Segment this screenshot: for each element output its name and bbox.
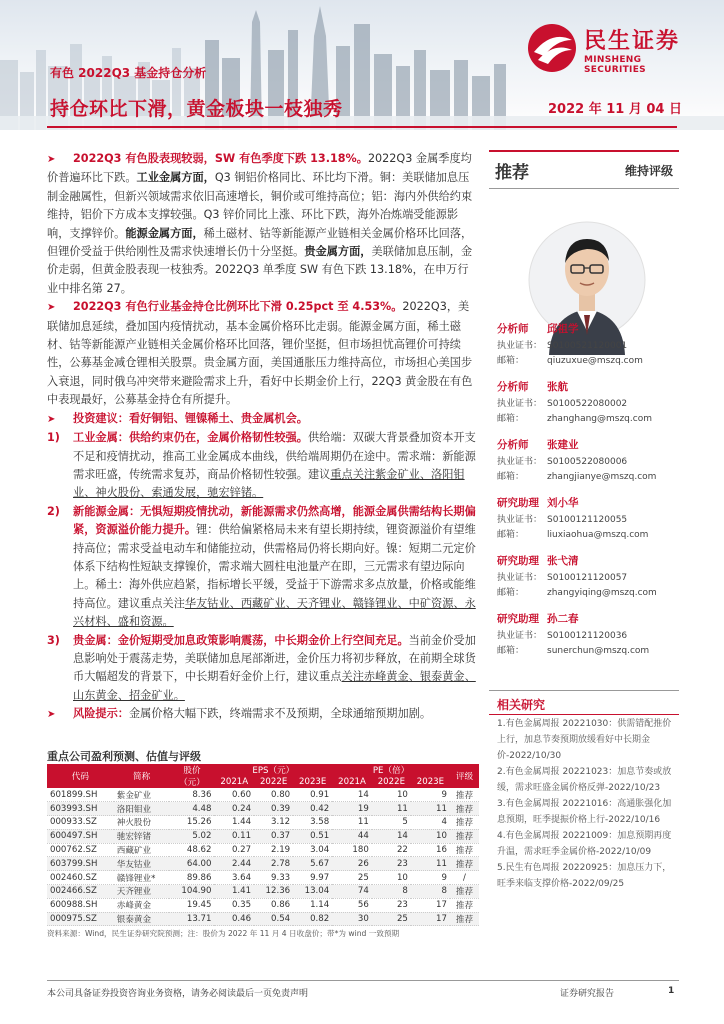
table-cell: 11 (372, 802, 411, 816)
table-cell: 推荐 (450, 898, 479, 912)
related-divider (489, 690, 679, 691)
paragraph-summary: ➤ 2022Q3 有色股表现较弱，SW 有色季度下跌 13.18%。2022Q3 金属季度均价普遍环比下跌。工业金属方面，Q3 铜铝价格同比、环比均下滑。铜：美联储加息压制金融属性，但新兴领域需求依旧高速增长，铜价或可维持高位；铝：海内外供给约束维持，铝价下方成本支撑较强。Q3 锌价同比上涨、环比下跌，海外冶炼端受能源影响，支撑锌价。能源金属方面，稀土磁材、钴等新能源产业链相关金属价格环比回落，但锂价受益于供给刚性及需求快速增长仍十分坚挺。贵金属方面，美联储加息压制，金价走弱，但黄金股表现一枝独秀。2022Q3 单季度 SW 有色下跌 13.18%，在申万行业中排名第 27。 (47, 152, 473, 295)
footer-report-type: 证券研究报告 (560, 989, 615, 999)
table-cell: 25 (332, 871, 372, 885)
table-cell: 推荐 (450, 829, 479, 843)
table-cell: 56 (332, 898, 372, 912)
header-divider (47, 126, 677, 128)
table-cell: 赤峰黄金 (114, 898, 170, 912)
table-cell: 22 (372, 843, 411, 857)
table-cell: 0.35 (214, 898, 254, 912)
table-row (47, 898, 479, 912)
table-cell: 推荐 (450, 843, 479, 857)
paragraph-advice: ➤ 投资建议：看好铜铝、锂镍稀土、贵金属机会。 (47, 410, 479, 429)
table-cell: 15.26 (169, 816, 214, 830)
table-title: 重点公司盈利预测、估值与评级 (47, 750, 201, 763)
table-cell: 2.78 (254, 857, 293, 871)
table-cell: 13.04 (293, 885, 332, 899)
table-row (47, 802, 479, 816)
table-cell: 推荐 (450, 816, 479, 830)
col-year: 2021A (332, 776, 372, 788)
table-cell: 5.02 (169, 829, 214, 843)
table-cell: 8 (372, 885, 411, 899)
footer-divider (47, 980, 679, 981)
analyst-card: 研究助理 孙二春 执业证书： S0100121120036 邮箱： sunerchun@mszq.com (497, 613, 650, 656)
analyst-card: 分析师 邱祖学 执业证书： S0100521120001 邮箱： qiuzuxue@mszq.com (497, 323, 643, 366)
table-cell: 天齐锂业 (114, 885, 170, 899)
table-cell: 3.12 (254, 816, 293, 830)
col-name: 简称 (114, 764, 170, 788)
table-cell: 600497.SH (47, 829, 114, 843)
table-cell: 1.44 (214, 816, 254, 830)
header-banner (0, 0, 724, 130)
table-cell: 3.64 (214, 871, 254, 885)
rating-value: 维持评级 (625, 164, 674, 178)
table-cell: 推荐 (450, 802, 479, 816)
table-row (47, 857, 479, 871)
related-report-link[interactable]: 2.有色金属周报 20221023：加息节奏或放缓，需求旺盛金属价格反弹-2022/10/23 (497, 767, 672, 793)
table-cell: 14 (372, 829, 411, 843)
related-report-link[interactable]: 5.民生有色周报 20220925：加息压力下，旺季来临支撑价格-2022/09/25 (497, 863, 672, 889)
table-cell: 17 (411, 912, 450, 926)
table-cell: 推荐 (450, 788, 479, 802)
table-cell: 推荐 (450, 857, 479, 871)
analyst-card: 研究助理 刘小华 执业证书： S0100121120055 邮箱： liuxiaohua@mszq.com (497, 497, 649, 540)
col-rating: 评级 (450, 764, 479, 788)
related-research-list (497, 716, 677, 892)
rating-divider (489, 188, 679, 189)
table-cell: 驰宏锌锗 (114, 829, 170, 843)
table-cell: 0.46 (214, 912, 254, 926)
rating-box (489, 150, 679, 186)
paragraph-fund-holdings: ➤ 2022Q3 有色行业基金持仓比例环比下滑 0.25pct 至 4.53%。2022Q3，美联储加息延续，叠加国内疫情扰动，基本金属价格环比走弱。能源金属方面，稀土磁材、钴等新能源产业链相关金属价格环比回落，锂价坚挺，但市场担忧高锂价可持续性，公募基金减仓锂相关股票。贵金属方面，美国通胀压力维持高位，市场担心美国步入衰退，同时俄乌冲突带来避险需求上升，看好中长期金价上行，22Q3 黄金股在有色中表现最好，公募基金持仓有所提升。 (47, 300, 473, 407)
table-cell: 2.19 (254, 843, 293, 857)
table-cell: 16 (411, 843, 450, 857)
table-cell: 13.71 (169, 912, 214, 926)
table-cell: 0.37 (254, 829, 293, 843)
forecast-table (47, 764, 479, 926)
logo-text-en: MINSHENG SECURITIES (584, 55, 646, 75)
analyst-email[interactable]: zhangyiqing@mszq.com (547, 588, 657, 598)
analyst-card: 研究助理 张弋清 执业证书： S0100121120057 邮箱： zhangyiqing@mszq.com (497, 555, 657, 598)
table-row (47, 816, 479, 830)
triangle-bullet-icon: ➤ (47, 413, 56, 425)
main-body (47, 150, 479, 725)
col-year: 2022E (254, 776, 293, 788)
table-cell: 74 (332, 885, 372, 899)
table-cell: 11 (411, 802, 450, 816)
table-cell: 华友钴业 (114, 857, 170, 871)
related-research-title: 相关研究 (497, 698, 546, 712)
report-subtitle: 有色 2022Q3 基金持仓分析 (50, 66, 207, 80)
table-cell: 19.45 (169, 898, 214, 912)
table-cell: 西藏矿业 (114, 843, 170, 857)
table-cell: 11 (332, 816, 372, 830)
table-cell: 神火股份 (114, 816, 170, 830)
table-cell: 12.36 (254, 885, 293, 899)
col-pe: PE（倍） (332, 764, 450, 776)
table-cell: 0.24 (214, 802, 254, 816)
table-cell: 5 (372, 816, 411, 830)
table-cell: 603993.SH (47, 802, 114, 816)
col-price: 股价 (169, 764, 214, 776)
table-cell: 5.67 (293, 857, 332, 871)
table-cell: 0.54 (254, 912, 293, 926)
related-divider-accent (489, 714, 679, 715)
table-cell: 8.36 (169, 788, 214, 802)
table-cell: 000762.SZ (47, 843, 114, 857)
table-cell: 19 (332, 802, 372, 816)
analyst-email[interactable]: sunerchun@mszq.com (547, 646, 650, 656)
table-cell: 4 (411, 816, 450, 830)
table-cell: 9 (411, 788, 450, 802)
related-report-link[interactable]: 1.有色金属周报 20221030：供需错配推价上行，加息节奏预期放缓看好中长期金价-2022/10/30 (497, 719, 672, 761)
table-cell: 0.39 (254, 802, 293, 816)
triangle-bullet-icon: ➤ (47, 709, 56, 721)
related-report-link[interactable]: 4.有色金属周报 20221009：加息预期再度升温，需求旺季金属价格-2022/10/09 (497, 831, 672, 857)
table-cell: 0.11 (214, 829, 254, 843)
col-eps: EPS（元） (214, 764, 332, 776)
related-report-link[interactable]: 3.有色金属周报 20221016：高通胀强化加息预期，旺季提振价格上行-2022/10/16 (497, 799, 672, 825)
col-code: 代码 (47, 764, 114, 788)
table-cell: 0.51 (293, 829, 332, 843)
table-cell: 0.80 (254, 788, 293, 802)
minsheng-logo (524, 22, 704, 74)
table-cell: 银泰黄金 (114, 912, 170, 926)
table-cell: 002460.SZ (47, 871, 114, 885)
col-year: 2023E (293, 776, 332, 788)
table-row (47, 885, 479, 899)
table-cell: 104.90 (169, 885, 214, 899)
table-row (47, 843, 479, 857)
table-row (47, 788, 479, 802)
table-cell: 推荐 (450, 912, 479, 926)
analyst-card: 分析师 张航 执业证书： S0100522080002 邮箱： zhanghang@mszq.com (497, 381, 652, 424)
triangle-bullet-icon: ➤ (47, 302, 56, 314)
table-cell: 17 (411, 898, 450, 912)
table-row (47, 912, 479, 926)
table-cell: / (450, 871, 479, 885)
table-source-note: 资料来源：Wind，民生证券研究院预测；注：股价为 2022 年 11 月 4 日收盘价；带*为 wind 一致预期 (47, 929, 400, 938)
advice-item-precious: 3) 贵金属：金价短期受加息政策影响震荡，中长期金价上行空间充足。当前金价受加息影响处于震荡走势，美联储加息尾部渐进，金价压力将初步释放，在前期全球货币大幅超发的背景下，中长期看好金价上行，建议重点关注赤峰黄金、银泰黄金、山东黄金、招金矿业。 (47, 633, 476, 702)
table-cell: 0.42 (293, 802, 332, 816)
table-cell: 0.86 (254, 898, 293, 912)
table-cell: 10 (372, 788, 411, 802)
table-cell: 000933.SZ (47, 816, 114, 830)
table-cell: 赣锋锂业* (114, 871, 170, 885)
table-cell: 9.97 (293, 871, 332, 885)
table-cell: 紫金矿业 (114, 788, 170, 802)
analyst-email[interactable]: zhangjianye@mszq.com (547, 472, 657, 482)
table-cell: 23 (372, 857, 411, 871)
table-cell: 10 (372, 871, 411, 885)
table-cell: 2.44 (214, 857, 254, 871)
minsheng-logo-icon (526, 22, 578, 74)
table-cell: 洛阳钼业 (114, 802, 170, 816)
table-cell: 8 (411, 885, 450, 899)
table-cell: 30 (332, 912, 372, 926)
table-cell: 26 (332, 857, 372, 871)
col-year: 2023E (411, 776, 450, 788)
table-cell: 14 (332, 788, 372, 802)
table-row (47, 871, 479, 885)
table-cell: 25 (372, 912, 411, 926)
table-cell: 64.00 (169, 857, 214, 871)
analyst-email[interactable]: zhanghang@mszq.com (547, 414, 652, 424)
footer-disclaimer: 本公司具备证券投资咨询业务资格，请务必阅读最后一页免责声明 (47, 989, 309, 999)
table-cell: 180 (332, 843, 372, 857)
table-cell: 44 (332, 829, 372, 843)
analyst-email[interactable]: qiuzuxue@mszq.com (547, 356, 643, 366)
table-cell: 4.48 (169, 802, 214, 816)
table-cell: 0.27 (214, 843, 254, 857)
report-date: 2022 年 11 月 04 日 (548, 102, 682, 117)
paragraph-risk: ➤ 风险提示：金属价格大幅下跌，终端需求不及预期，全球通缩预期加剧。 (47, 705, 479, 724)
table-cell: 0.82 (293, 912, 332, 926)
table-row (47, 829, 479, 843)
report-title: 持仓环比下滑，黄金板块一枝独秀 (50, 98, 343, 120)
table-cell: 002466.SZ (47, 885, 114, 899)
page-number: 1 (668, 986, 675, 996)
rating-label: 推荐 (495, 163, 529, 183)
table-cell: 0.91 (293, 788, 332, 802)
table-cell: 0.60 (214, 788, 254, 802)
table-cell: 1.14 (293, 898, 332, 912)
table-cell: 000975.SZ (47, 912, 114, 926)
table-cell: 推荐 (450, 885, 479, 899)
table-cell: 600988.SH (47, 898, 114, 912)
table-cell: 3.04 (293, 843, 332, 857)
table-cell: 48.62 (169, 843, 214, 857)
table-cell: 10 (411, 829, 450, 843)
table-cell: 23 (372, 898, 411, 912)
col-year: 2021A (214, 776, 254, 788)
table-cell: 9 (411, 871, 450, 885)
table-cell: 89.86 (169, 871, 214, 885)
analyst-email[interactable]: liuxiaohua@mszq.com (547, 530, 649, 540)
table-cell: 601899.SH (47, 788, 114, 802)
table-cell: 11 (411, 857, 450, 871)
table-cell: 603799.SH (47, 857, 114, 871)
col-year: 2022E (372, 776, 411, 788)
table-cell: 3.58 (293, 816, 332, 830)
advice-item-industrial: 1) 工业金属：供给约束仍在，金属价格韧性较强。供给端：双碳大背景叠加资本开支不足和疫情扰动，推高工业金属成本曲线，供给端周期仍在途中。需求端：新能源需求旺盛，传统需求复苏，商品价格韧性较强。建议重点关注紫金矿业、洛阳钼业、神火股份、索通发展，驰宏锌锗。 (47, 431, 476, 500)
advice-item-new-energy: 2) 新能源金属：无惧短期疫情扰动，新能源需求仍然高增，能源金属供需结构长期偏紧，资源溢价能力提升。锂：供给偏紧格局未来有望长期持续，锂资源溢价有望维持高位；需求受益电动车和储能拉动，供需格局仍将长期向好。镍：短期二元定价体系下结构性短缺支撑镍价，需求端大圆柱电池量产在即，三元需求有望边际向上。稀土：海外供应趋紧，指标增长平缓，受益于下游需求多点放量，价格或能维持高位。建议重点关注华友钴业、西藏矿业、天齐锂业、赣锋锂业、中矿资源、永兴材料、盛和资源。 (47, 504, 476, 629)
table-cell: 9.33 (254, 871, 293, 885)
col-price-unit: （元） (169, 776, 214, 788)
analyst-card: 分析师 张建业 执业证书： S0100522080006 邮箱： zhangjianye@mszq.com (497, 439, 657, 482)
table-cell: 1.41 (214, 885, 254, 899)
triangle-bullet-icon: ➤ (47, 154, 56, 165)
logo-text-cn: 民生证券 (584, 29, 681, 54)
